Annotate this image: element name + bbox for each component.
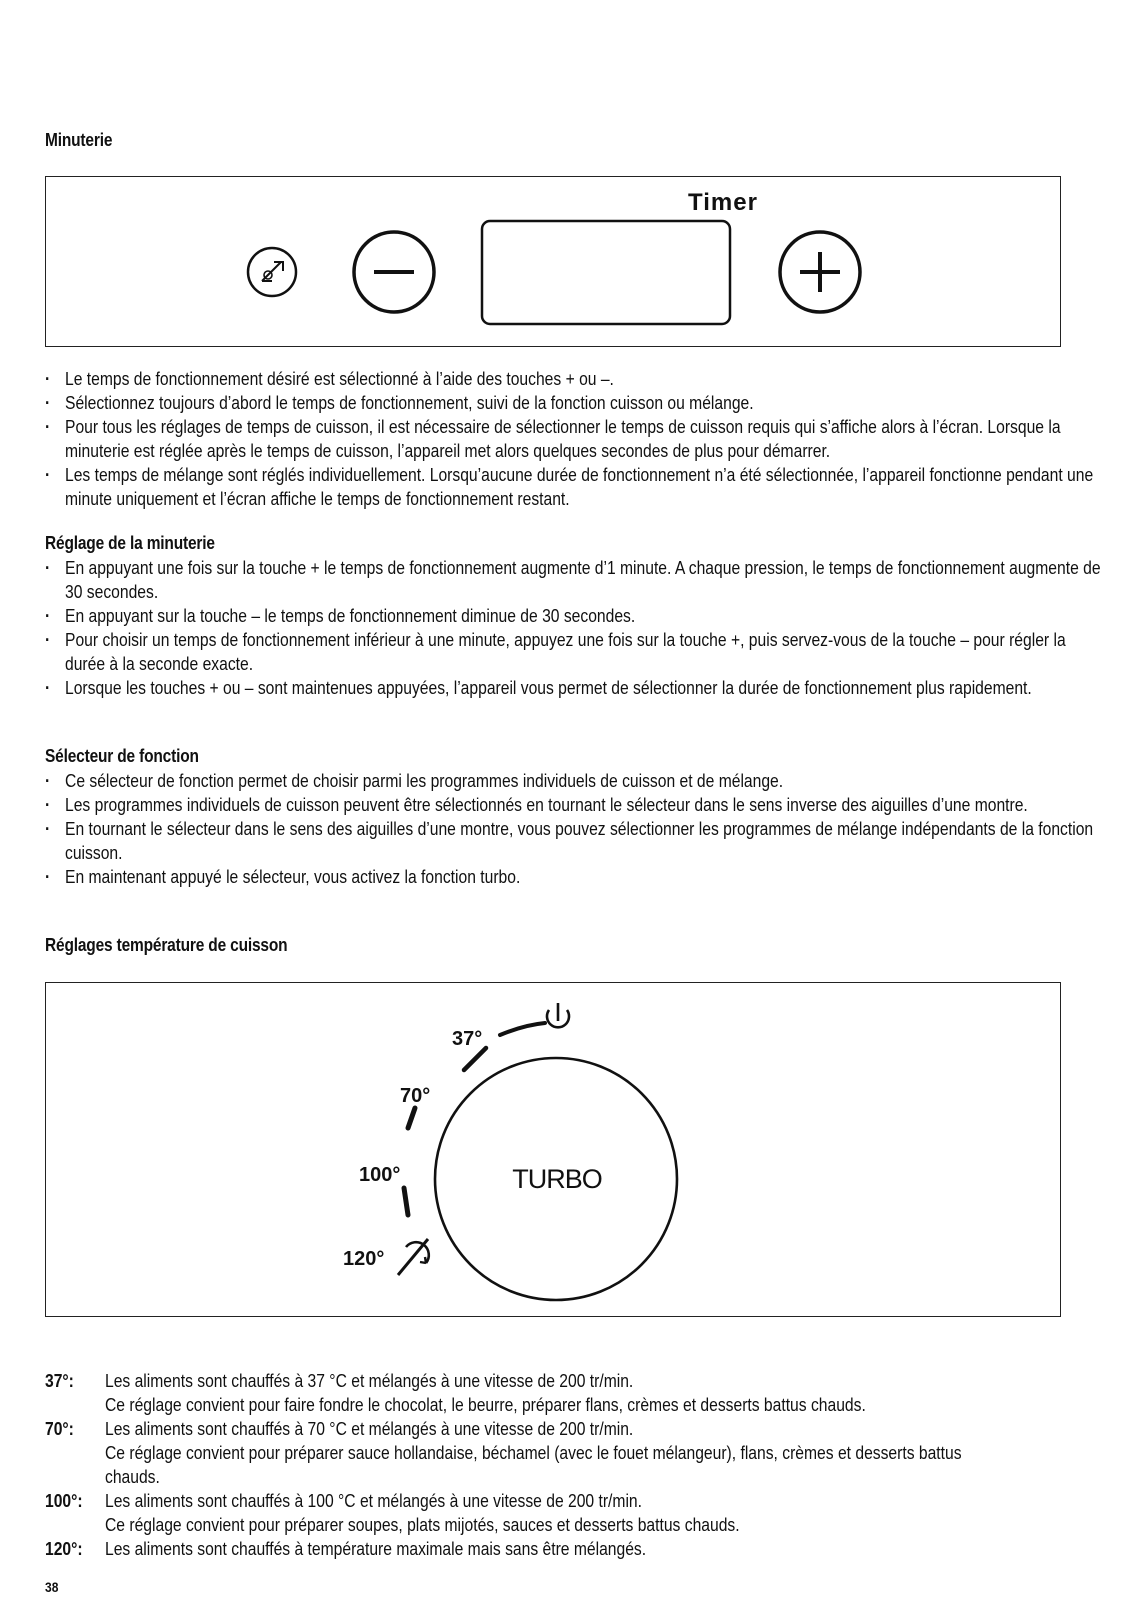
timer-clock-icon[interactable] <box>248 248 296 296</box>
dial-arc-segment <box>408 1108 415 1128</box>
temperature-line: Ce réglage convient pour préparer sauce hollandaise, béchamel (avec le fouet mélangeur), flans, crèmes et desserts battus <box>105 1443 962 1463</box>
timer-panel <box>45 176 1061 347</box>
section-heading-temperature: Réglages température de cuisson <box>45 935 288 955</box>
temperature-key: 37°: <box>45 1371 74 1391</box>
temperature-key: 100°: <box>45 1491 83 1511</box>
dial-arc-segment <box>500 1023 545 1035</box>
reglage-bullet-list <box>45 556 1125 700</box>
turbo-dial-knob[interactable] <box>435 1058 677 1300</box>
dial-mark-37: 37° <box>452 1028 483 1050</box>
temperature-text <box>105 1369 1128 1417</box>
dial-arc-segment <box>404 1188 408 1215</box>
temperature-text <box>105 1417 1128 1489</box>
temperature-line: chauds. <box>105 1467 160 1487</box>
bullet-item: · Pour choisir un temps de fonctionnement inférieur à une minute, appuyez une fois sur la touche +, puis servez-vous de la touche – pour régler la durée à la seconde exacte. <box>45 628 1106 676</box>
no-stir-icon <box>398 1239 429 1275</box>
power-icon <box>547 1003 569 1027</box>
page-number: 38 <box>45 1579 59 1595</box>
temperature-text <box>105 1537 1128 1561</box>
temperature-line: Ce réglage convient pour faire fondre le chocolat, le beurre, préparer flans, crèmes et desserts battus chauds. <box>105 1395 866 1415</box>
temperature-line: Ce réglage convient pour préparer soupes, plats mijotés, sauces et desserts battus chauds. <box>105 1515 740 1535</box>
dial-mark-70: 70° <box>400 1085 431 1107</box>
bullet-item: · Ce sélecteur de fonction permet de choisir parmi les programmes individuels de cuisson et de mélange. <box>45 769 1106 793</box>
bullet-item: · Pour tous les réglages de temps de cuisson, il est nécessaire de sélectionner le temps de cuisson requis qui s’affiche alors à l’écran. Lorsque la minuterie est réglée après le temps de cuisson, l’appareil met alors quelques secondes de plus pour démarrer. <box>45 415 1106 463</box>
temperature-line: Les aliments sont chauffés à température maximale mais sans être mélangés. <box>105 1539 647 1559</box>
bullet-item: · Sélectionnez toujours d’abord le temps de fonctionnement, suivi de la fonction cuisson ou mélange. <box>45 391 1106 415</box>
section-heading-minuterie: Minuterie <box>45 130 113 150</box>
bullet-item: · Lorsque les touches + ou – sont maintenues appuyées, l’appareil vous permet de sélectionner la durée de fonctionnement plus rapidement. <box>45 676 1106 700</box>
bullet-item: · En tournant le sélecteur dans le sens des aiguilles d’une montre, vous pouvez sélectionner les programmes de mélange indépendants de la fonction cuisson. <box>45 817 1106 865</box>
temperature-row <box>45 1537 1125 1561</box>
temperature-key: 120°: <box>45 1539 83 1559</box>
temperature-line: Les aliments sont chauffés à 100 °C et mélangés à une vitesse de 200 tr/min. <box>105 1491 642 1511</box>
bullet-item: · En appuyant sur la touche – le temps de fonctionnement diminue de 30 secondes. <box>45 604 1106 628</box>
temperature-descriptions <box>45 1369 1125 1561</box>
function-dial-panel <box>45 982 1061 1317</box>
section-heading-reglage: Réglage de la minuterie <box>45 533 215 553</box>
temperature-key: 70°: <box>45 1419 74 1439</box>
dial-mark-120: 120° <box>343 1248 385 1270</box>
temperature-row <box>45 1489 1125 1537</box>
plus-button[interactable] <box>780 232 860 312</box>
section-heading-selecteur: Sélecteur de fonction <box>45 746 199 766</box>
temperature-line: Les aliments sont chauffés à 70 °C et mélangés à une vitesse de 200 tr/min. <box>105 1419 634 1439</box>
temperature-text <box>105 1489 1128 1537</box>
minus-button[interactable] <box>354 232 434 312</box>
temperature-row <box>45 1417 1125 1489</box>
bullet-item: · Les temps de mélange sont réglés individuellement. Lorsqu’aucune durée de fonctionnement n’a été sélectionnée, l’appareil fonctionne pendant une minute uniquement et l’écran affiche le temps de fonctionnement restant. <box>45 463 1106 511</box>
dial-mark-100: 100° <box>359 1164 401 1186</box>
temperature-row <box>45 1369 1125 1417</box>
timer-display <box>482 221 730 324</box>
minuterie-bullet-list <box>45 367 1125 511</box>
temperature-line: Les aliments sont chauffés à 37 °C et mélangés à une vitesse de 200 tr/min. <box>105 1371 634 1391</box>
timer-label: Timer <box>688 189 758 216</box>
bullet-item: · En maintenant appuyé le sélecteur, vous activez la fonction turbo. <box>45 865 1106 889</box>
bullet-item: · Le temps de fonctionnement désiré est sélectionné à l’aide des touches + ou –. <box>45 367 1106 391</box>
dial-arc-segment <box>464 1048 486 1070</box>
bullet-item: · Les programmes individuels de cuisson peuvent être sélectionnés en tournant le sélecteur dans le sens inverse des aiguilles d’une montre. <box>45 793 1106 817</box>
dial-center-label: TURBO <box>512 1164 602 1194</box>
bullet-item: · En appuyant une fois sur la touche + le temps de fonctionnement augmente d’1 minute. A chaque pression, le temps de fonctionnement augmente de 30 secondes. <box>45 556 1106 604</box>
selecteur-bullet-list <box>45 769 1125 889</box>
